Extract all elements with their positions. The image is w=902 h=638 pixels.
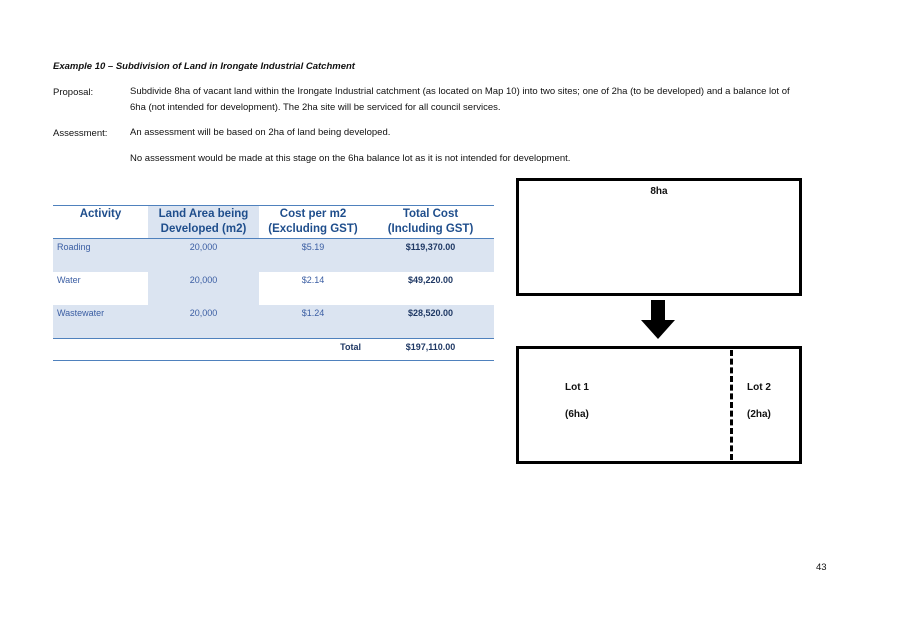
header-cost-per-m2: Cost per m2 (Excluding GST) [259,206,367,239]
cell-activity: Wastewater [53,305,148,339]
total-label: Total [259,339,367,361]
table-total-row [53,339,494,361]
proposal-line-2: 6ha (not intended for development). The 2ha site will be serviced for all council services. [130,102,501,113]
lot2-size: (2ha) [747,409,771,420]
cell-cost: $2.14 [301,275,325,285]
subdivided-land-box [516,346,802,464]
proposal-label: Proposal: [53,87,94,98]
cell-activity: Water [57,275,81,285]
lot2-label: Lot 2 [747,382,771,393]
assessment-label: Assessment: [53,128,108,139]
cell-cost: $1.24 [259,305,367,339]
header-total-cost: Total Cost (Including GST) [367,206,494,239]
lot1-size: (6ha) [565,409,589,420]
table-row [53,239,494,273]
assessment-text-2: No assessment would be made at this stage on the 6ha balance lot as it is not intended for development. [130,153,571,164]
proposal-line-1: Subdivide 8ha of vacant land within the Irongate Industrial catchment (as located on Map 10) into two sites; one of 2ha (to be developed) and a balance lot of [130,86,790,97]
page-number: 43 [816,562,827,573]
cell-area: 20,000 [148,272,259,305]
cell-total: $119,370.00 [367,239,494,273]
example-heading: Example 10 – Subdivision of Land in Irongate Industrial Catchment [53,61,355,72]
table-header-row [53,206,494,239]
header-land-area: Land Area being Developed (m2) [148,206,259,239]
cell-activity: Roading [53,239,148,273]
cell-area: 20,000 [148,305,259,339]
cell-area: 20,000 [148,239,259,273]
cell-cost: $5.19 [259,239,367,273]
lot-divider-dashed-line [730,350,733,460]
arrow-down-icon [640,300,676,340]
table-row [53,272,494,305]
cost-table [53,205,494,361]
proposal-text [130,84,830,116]
header-activity: Activity [53,206,148,239]
cell-total: $28,520.00 [367,305,494,339]
lot1-label: Lot 1 [565,382,589,393]
table-row [53,305,494,339]
land-8ha-label: 8ha [650,186,668,197]
assessment-text-1: An assessment will be based on 2ha of land being developed. [130,127,391,138]
cell-total: $49,220.00 [407,275,454,285]
total-value: $197,110.00 [367,339,494,361]
